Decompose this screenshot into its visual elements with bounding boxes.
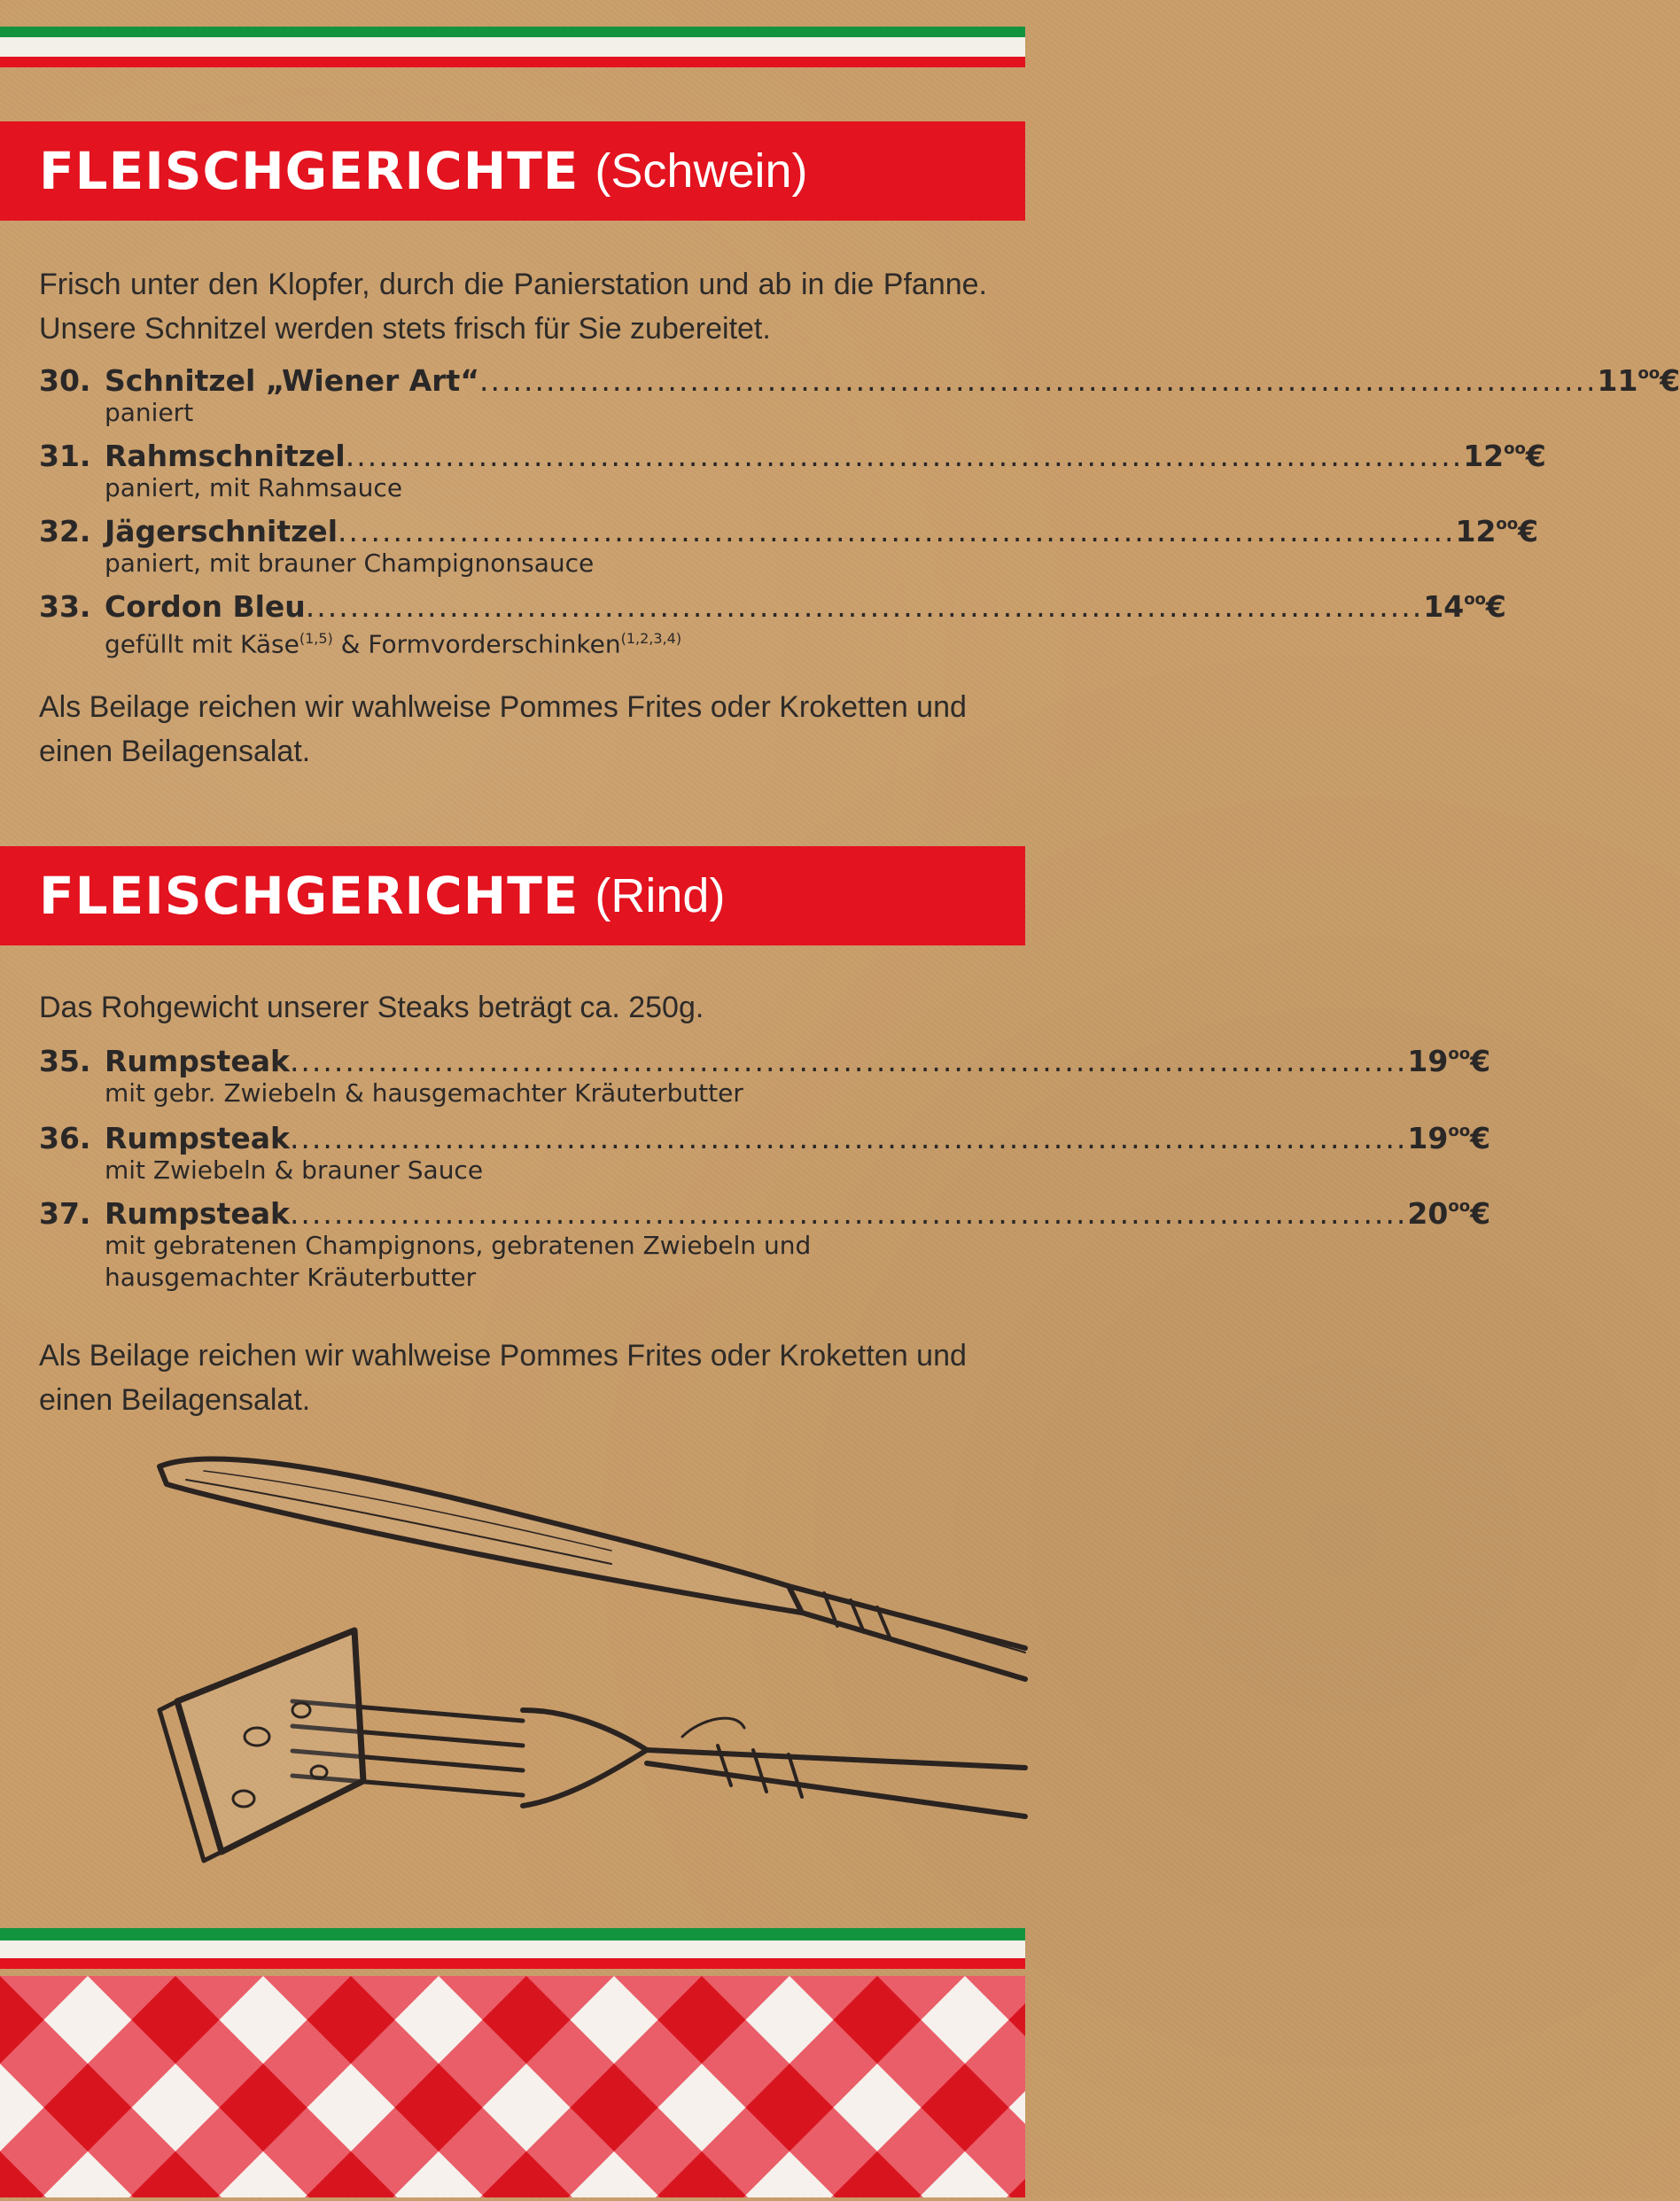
dot-leader: ..................................................................................................... [290,1121,1407,1155]
section-intro: Das Rohgewicht unserer Steaks beträgt ca. 250g. [39,985,987,1030]
dot-leader: ..................................................................................................... [306,589,1423,624]
flag-stripe-green [0,1928,1025,1940]
item-number: 33. [39,589,105,624]
item-name: Rumpsteak [105,1044,290,1078]
item-price: $19^{oo}€$ [1407,1121,1490,1155]
dot-leader: ..................................................................................................... [346,439,1463,473]
item-price: $12^{oo}€$ [1463,439,1546,473]
menu-item [39,1121,987,1186]
flag-stripe-red [0,1958,1025,1969]
side-dish-note: Als Beilage reichen wir wahlweise Pommes Frites oder Kroketten und einen Beilagensalat. [39,1334,987,1422]
section-subtitle: (Schwein) [595,144,807,198]
item-name: Schnitzel „Wiener Art“ [105,363,479,398]
section-title: FLEISCHGERICHTE [39,866,579,926]
item-price: $11^{oo}€$ [1598,363,1680,398]
item-number: 36. [39,1121,105,1155]
menu-item [39,363,987,429]
flag-stripe-green [0,27,1025,37]
item-description: mit gebr. Zwiebeln & hausgemachter Kräuterbutter [105,1077,987,1109]
item-name: Rumpsteak [105,1121,290,1155]
item-number: 30. [39,363,105,398]
item-number: 37. [39,1196,105,1231]
item-description: paniert [105,397,987,429]
dot-leader: ..................................................................................................... [338,514,1455,548]
menu-item [39,439,987,504]
section-banner-pork [0,121,1025,221]
section-subtitle: (Rind) [595,868,725,923]
item-price: $14^{oo}€$ [1423,589,1506,624]
tablecloth-pattern [0,1976,1025,2197]
flag-stripe-white [0,37,1025,57]
item-number: 31. [39,439,105,473]
section-title: FLEISCHGERICHTE [39,141,579,201]
item-name: Rumpsteak [105,1196,290,1231]
dot-leader: ..................................................................................................... [290,1044,1407,1078]
item-description: mit Zwiebeln & brauner Sauce [105,1155,987,1186]
item-price: $20^{oo}€$ [1407,1196,1490,1231]
dot-leader: ..................................................................................................... [290,1196,1407,1231]
menu-item [39,1044,987,1109]
item-name: Rahmschnitzel [105,439,346,473]
menu-item [39,1196,987,1294]
item-description: gefüllt mit Käse$^{(1,5)}$ & Formvorderschinken$^{(1,2,3,4)}$ [105,623,987,660]
item-description: paniert, mit Rahmsauce [105,472,987,504]
section-banner-beef [0,846,1025,945]
item-description: paniert, mit brauner Champignonsauce [105,548,987,579]
item-name: Cordon Bleu [105,589,306,624]
section-intro: Frisch unter den Klopfer, durch die Panierstation und ab in die Pfanne. Unsere Schnitzel werden stets frisch für Sie zubereitet. [39,262,987,351]
item-price: $19^{oo}€$ [1407,1044,1490,1078]
item-name: Jägerschnitzel [105,514,338,548]
item-price: $12^{oo}€$ [1455,514,1538,548]
knife-fork-cheese-icon [151,1444,1025,1887]
flag-stripe-white [0,1940,1025,1958]
side-dish-note: Als Beilage reichen wir wahlweise Pommes Frites oder Kroketten und einen Beilagensalat. [39,685,987,774]
flag-stripe-red [0,57,1025,67]
item-number: 35. [39,1044,105,1078]
dot-leader: ..................................................................................................... [479,363,1597,398]
item-number: 32. [39,514,105,548]
item-description: mit gebratenen Champignons, gebratenen Zwiebeln und hausgemachter Kräuterbutter [105,1230,991,1294]
menu-item [39,514,987,579]
menu-item [39,589,987,660]
